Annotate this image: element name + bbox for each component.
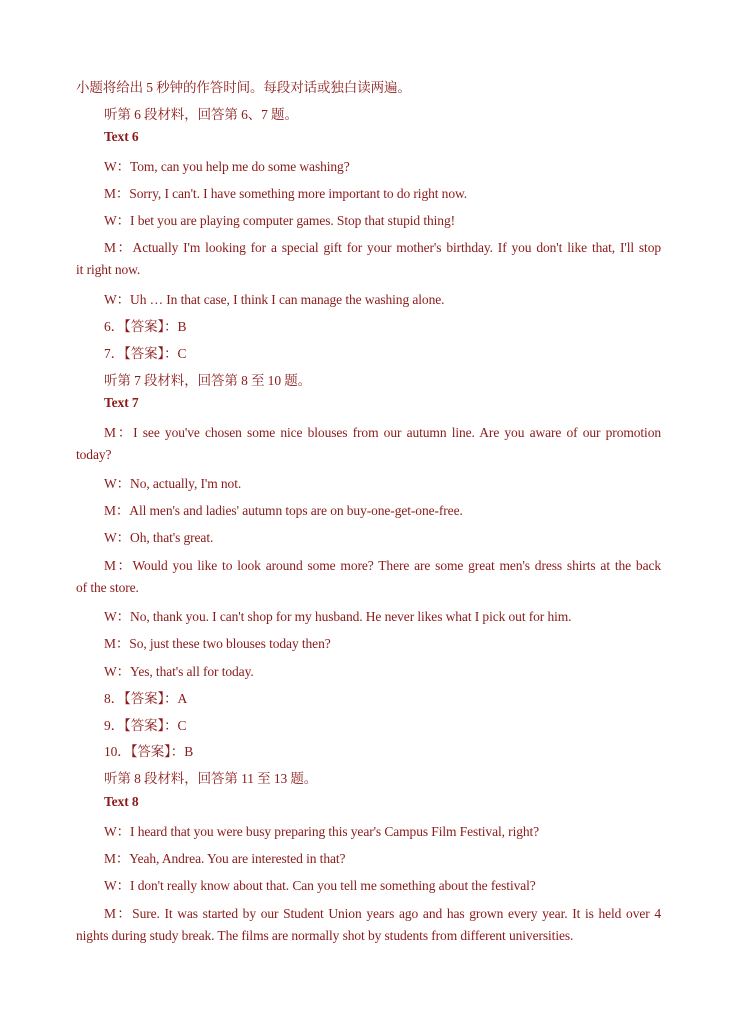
dialogue-line: M：Sure. It was started by our Student Union years ago and has grown every year. It is held over 4 — [104, 906, 661, 921]
dialogue-line-continued: it right now. — [76, 262, 141, 277]
dialogue-line: W：Yes, that's all for today. — [104, 664, 254, 679]
dialogue-line: W：I heard that you were busy preparing this year's Campus Film Festival, right? — [104, 824, 540, 839]
dialogue-line: W：Tom, can you help me do some washing? — [104, 159, 350, 174]
text-heading: Text 6 — [104, 129, 139, 144]
dialogue-line: W：I don't really know about that. Can you tell me something about the festival? — [104, 878, 536, 893]
dialogue-line: W：No, thank you. I can't shop for my husband. He never likes what I pick out for him. — [104, 609, 572, 624]
answer-line: 6．【答案】：B — [104, 319, 187, 334]
text-heading: Text 8 — [104, 794, 139, 809]
dialogue-line-continued: today? — [76, 447, 112, 462]
dialogue-line: M：Yeah, Andrea. You are interested in that? — [104, 851, 346, 866]
section-instruction: 听第 7 段材料，回答第 8 至 10 题。 — [104, 373, 312, 388]
text-heading: Text 7 — [104, 395, 139, 410]
dialogue-line: W：I bet you are playing computer games. Stop that stupid thing! — [104, 213, 456, 228]
dialogue-line: M：Would you like to look around some more? There are some great men's dress shirts at the back — [104, 558, 661, 573]
instruction-text: 小题将给出 5 秒钟的作答时间。每段对话或独白读两遍。 — [76, 80, 411, 95]
dialogue-line: W：No, actually, I'm not. — [104, 476, 242, 491]
answer-line: 9．【答案】：C — [104, 718, 187, 733]
dialogue-line: M：All men's and ladies' autumn tops are on buy-one-get-one-free. — [104, 503, 463, 518]
dialogue-line-continued: of the store. — [76, 580, 139, 595]
answer-line: 10．【答案】：B — [104, 744, 194, 759]
dialogue-line: M：Actually I'm looking for a special gift for your mother's birthday. If you don't like that, I'll stop — [104, 240, 661, 255]
answer-line: 7．【答案】：C — [104, 346, 187, 361]
dialogue-line: M：So, just these two blouses today then? — [104, 636, 331, 651]
dialogue-line: W：Oh, that's great. — [104, 530, 214, 545]
dialogue-line-continued: nights during study break. The films are normally shot by students from different universities. — [76, 928, 574, 943]
answer-line: 8．【答案】：A — [104, 691, 188, 706]
section-instruction: 听第 6 段材料，回答第 6、7 题。 — [104, 107, 298, 122]
dialogue-line: W：Uh … In that case, I think I can manage the washing alone. — [104, 292, 445, 307]
dialogue-line: M：Sorry, I can't. I have something more important to do right now. — [104, 186, 468, 201]
section-instruction: 听第 8 段材料，回答第 11 至 13 题。 — [104, 771, 318, 786]
dialogue-line: M：I see you've chosen some nice blouses from our autumn line. Are you aware of our promotion — [104, 425, 661, 440]
